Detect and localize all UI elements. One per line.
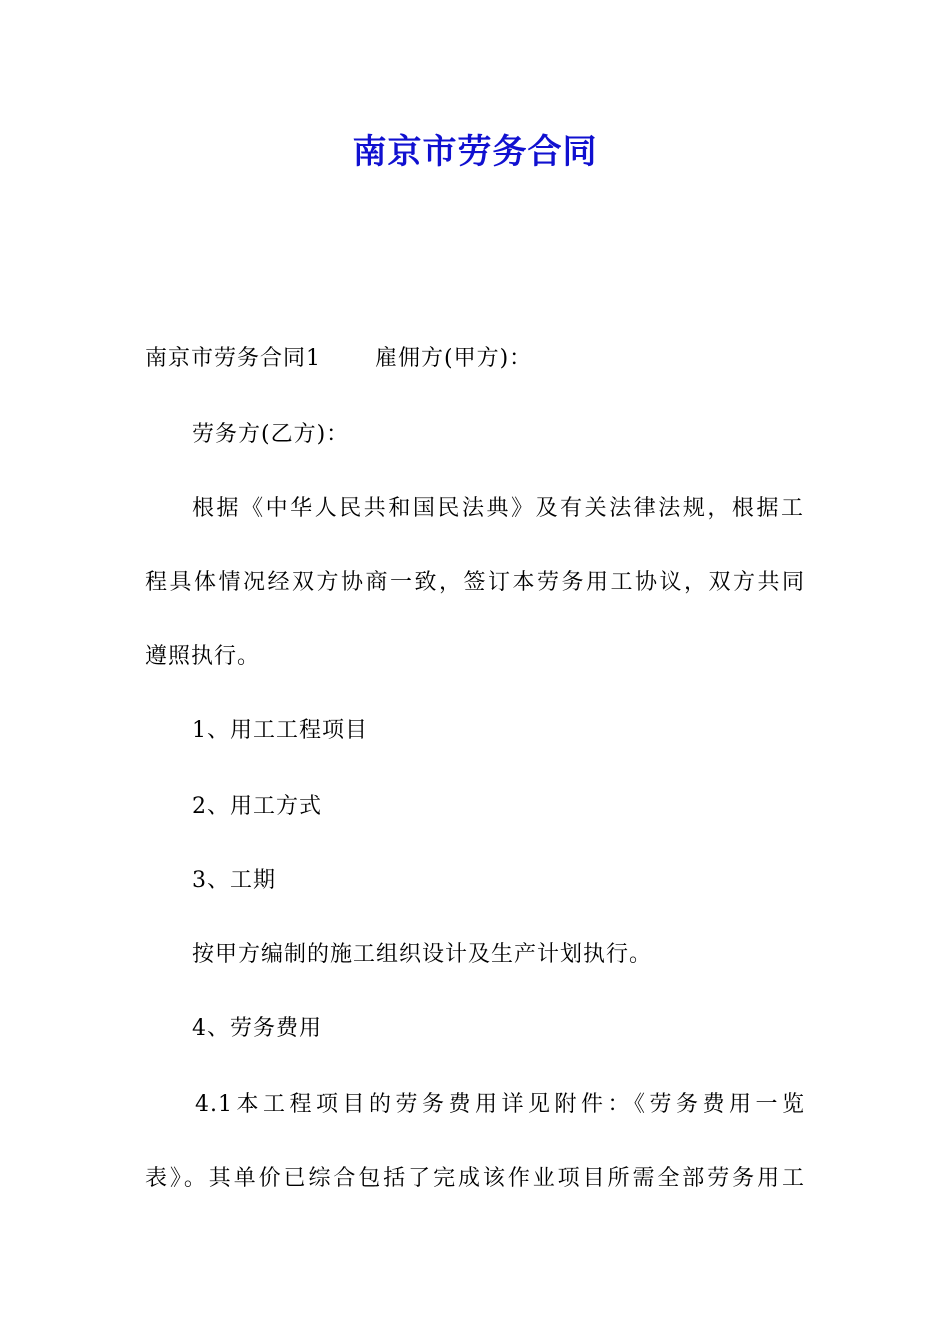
preamble-paragraph (145, 472, 805, 694)
preamble-line-2: 程具体情况经双方协商一致，签订本劳务用工协议，双方共同 (145, 570, 805, 595)
item-4-1-line-2: 表》。其单价已综合包括了完成该作业项目所需全部劳务用工 (145, 1166, 805, 1191)
item-4-1-line-1: 4.1本工程项目的劳务费用详见附件：《劳务费用一览 (195, 1092, 805, 1117)
document-title: 南京市劳务合同 (352, 132, 598, 172)
contract-heading: 南京市劳务合同1 (145, 346, 321, 371)
item-4-heading: 4、劳务费用 (192, 1016, 322, 1041)
preamble-line-3: 遵照执行。 (145, 644, 261, 669)
laborer-party-label: 劳务方(乙方)： (192, 422, 350, 447)
item-3-text: 按甲方编制的施工组织设计及生产计划执行。 (192, 942, 653, 967)
heading-line (145, 322, 805, 396)
item-3-heading: 3、工期 (192, 868, 276, 893)
item-2-heading: 2、用工方式 (192, 794, 322, 819)
item-1-heading: 1、用工工程项目 (192, 718, 368, 743)
preamble-line-1: 根据《中华人民共和国民法典》及有关法律法规，根据工 (192, 496, 804, 521)
employer-party-label: 雇佣方(甲方)： (375, 346, 533, 371)
item-4-1-paragraph (145, 1068, 805, 1216)
